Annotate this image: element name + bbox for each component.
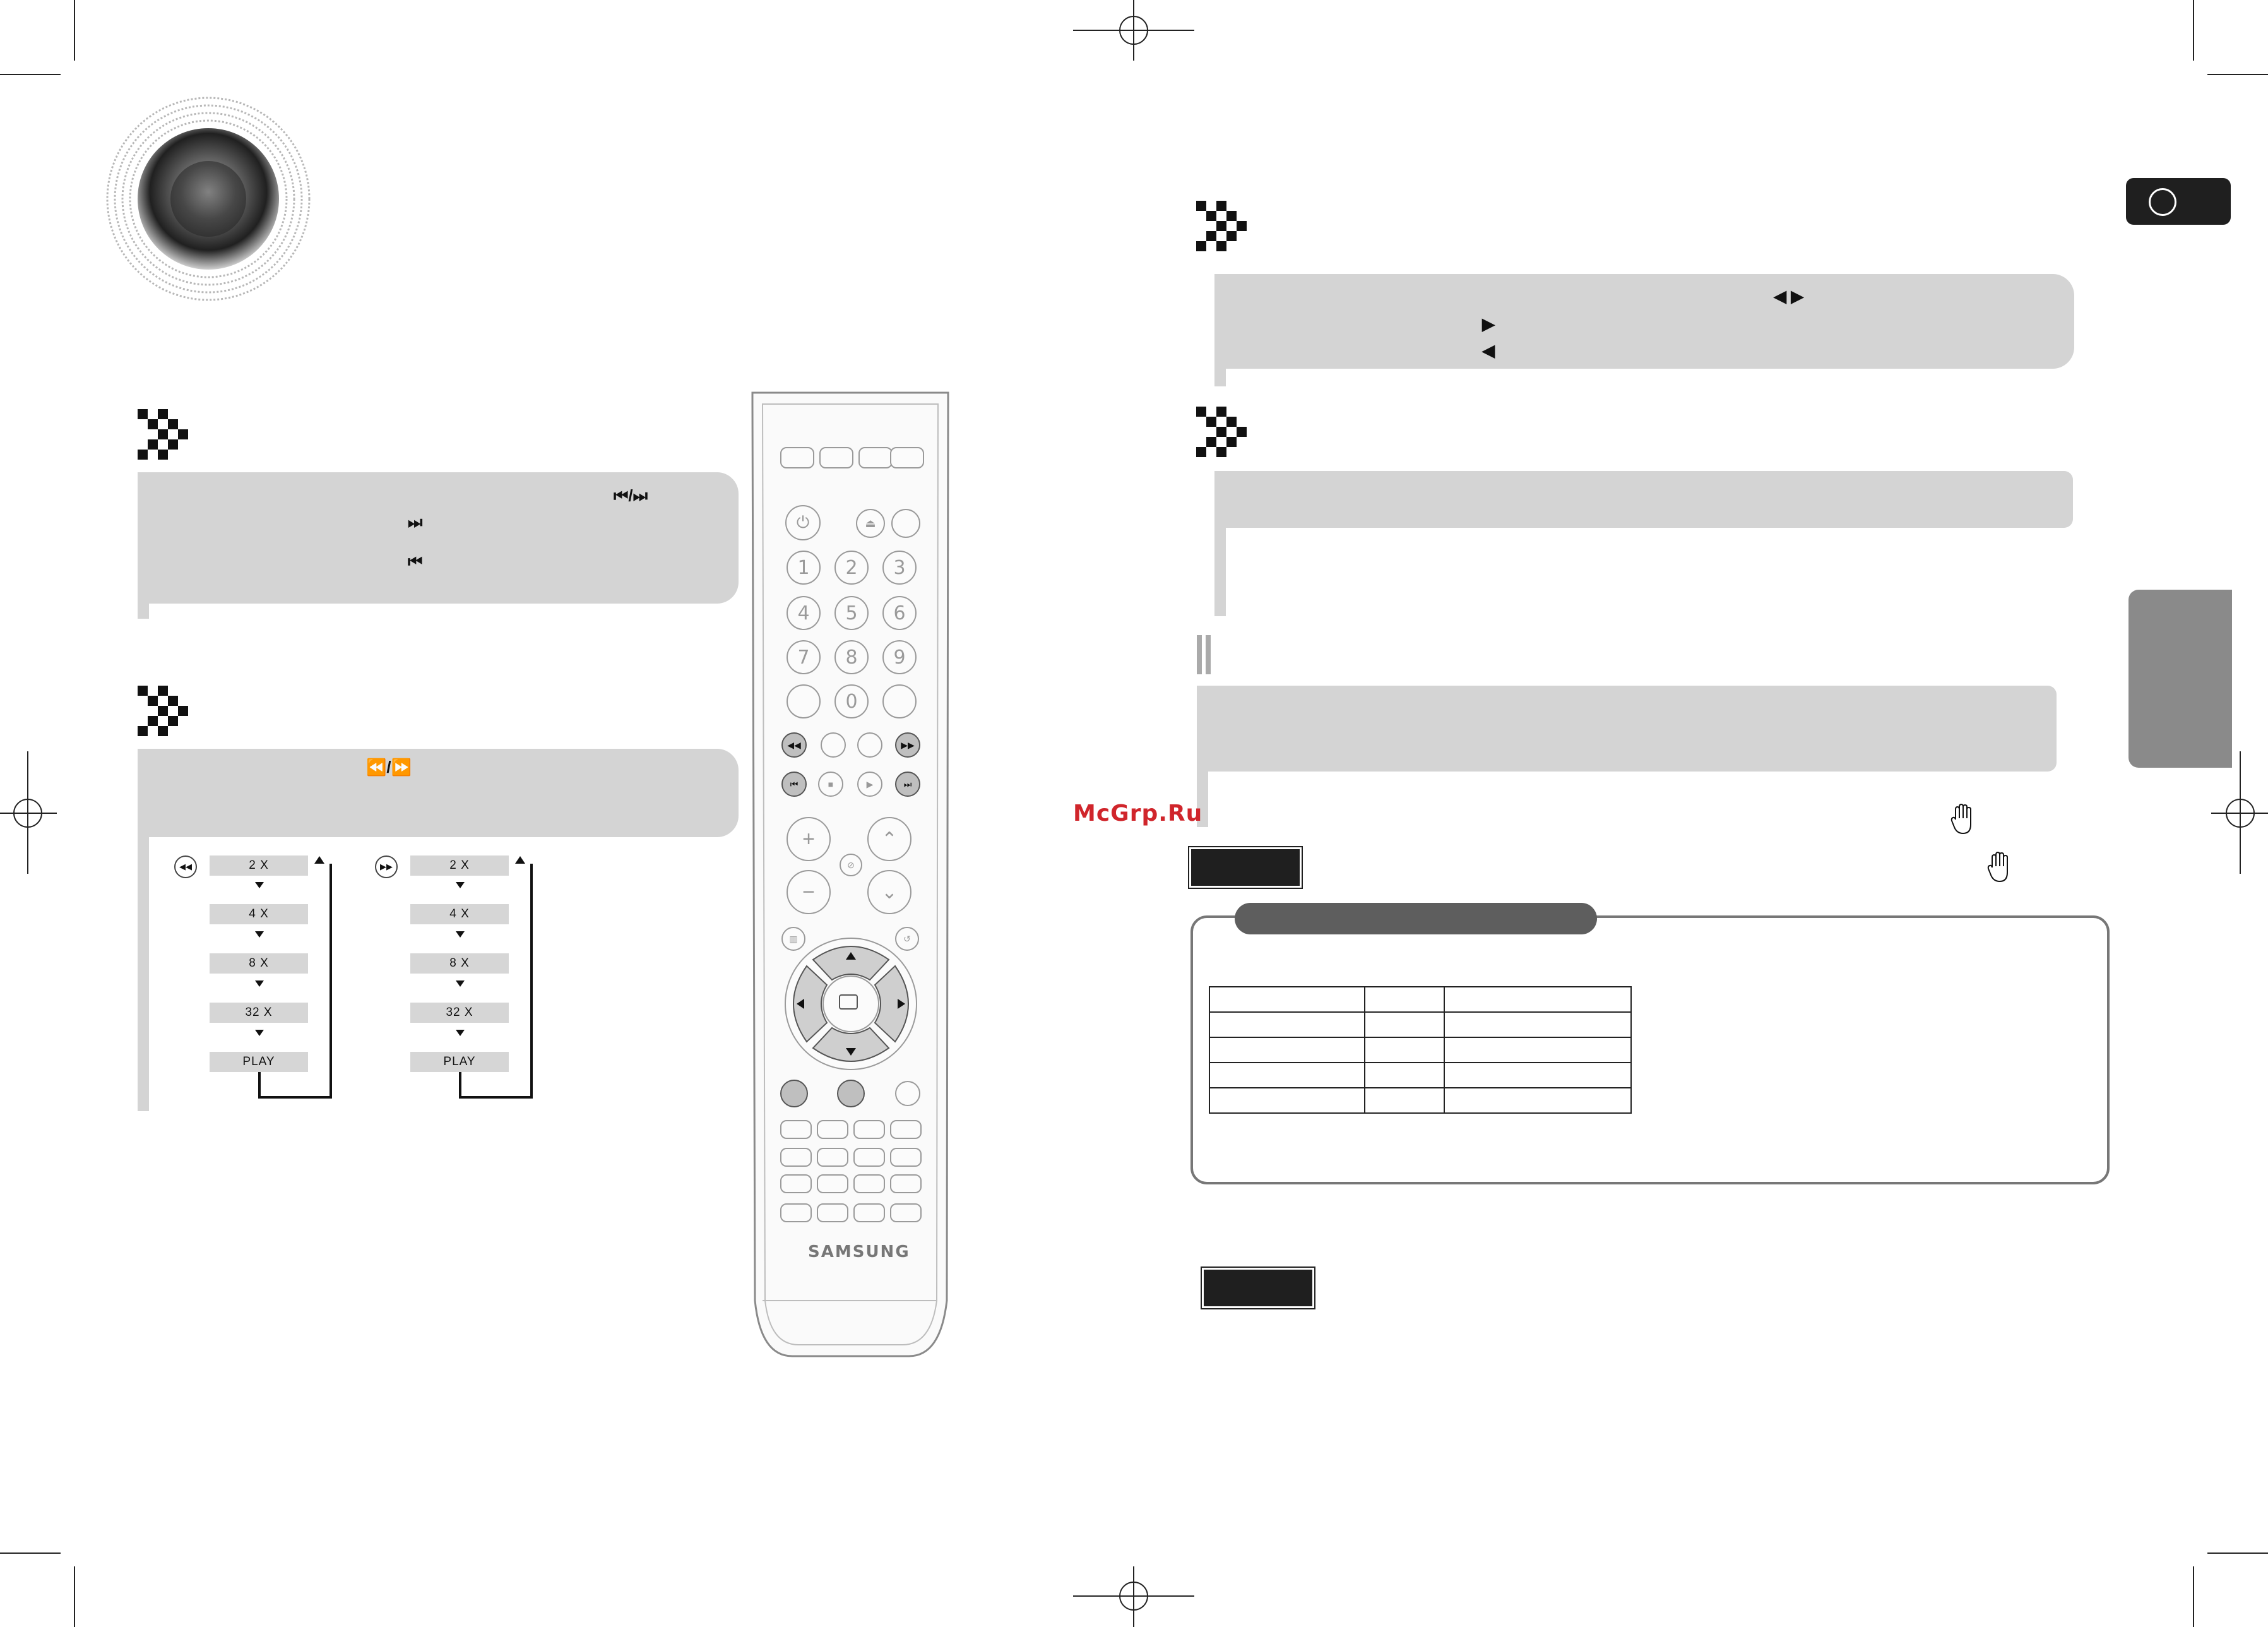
eject-button[interactable]: ⏏ — [856, 509, 885, 538]
skip-pair-icon: ⏮/⏭ — [614, 486, 648, 505]
left-right-arrow-icon: ◀ ▶ — [1774, 287, 1804, 306]
info-table — [1209, 986, 1632, 1114]
reverse-step: 32 X — [210, 1003, 308, 1023]
arrow-instruction-panel — [1214, 274, 2074, 369]
right-arrow-icon: ▶ — [1482, 314, 1495, 333]
remote-small-button[interactable] — [817, 1174, 848, 1193]
number-key-4[interactable]: 4 — [787, 596, 821, 630]
forward-step: 4 X — [410, 904, 509, 924]
remote-top-button[interactable] — [890, 447, 924, 468]
skip-back-button[interactable]: ⏮ — [781, 772, 807, 797]
volume-up-button[interactable]: + — [787, 817, 831, 861]
hand-icon — [1950, 803, 1976, 836]
reverse-step: 8 X — [210, 953, 308, 974]
reverse-search-icon: ◀◀ — [174, 855, 197, 878]
forward-step: PLAY — [410, 1052, 509, 1072]
watermark: McGrp.Ru — [1073, 801, 1203, 826]
search-pair-icon: ⏪/⏩ — [366, 758, 412, 777]
remote-small-button[interactable] — [853, 1203, 885, 1222]
power-button[interactable]: ⏻ — [785, 505, 821, 540]
table-row — [1209, 1012, 1631, 1037]
remote-round-button[interactable] — [891, 509, 920, 538]
remote-small-button[interactable] — [817, 1203, 848, 1222]
forward-step: 2 X — [410, 855, 509, 876]
return-button[interactable]: ↺ — [895, 927, 919, 951]
table-row — [1209, 1088, 1631, 1113]
remote-small-button[interactable] — [780, 1203, 812, 1222]
remote-small-button[interactable] — [853, 1120, 885, 1139]
remote-small-button[interactable] — [890, 1174, 922, 1193]
note-tag — [1202, 1268, 1314, 1308]
forward-step: 8 X — [410, 953, 509, 974]
remote-round-button[interactable] — [787, 684, 821, 718]
skip-forward-button[interactable]: ⏭ — [895, 772, 920, 797]
remote-gray-button[interactable] — [780, 1080, 808, 1107]
remote-small-button[interactable] — [890, 1203, 922, 1222]
remote-small-button[interactable] — [817, 1120, 848, 1139]
reverse-step: 4 X — [210, 904, 308, 924]
remote-small-button[interactable] — [780, 1174, 812, 1193]
chapter-tab — [2128, 590, 2232, 768]
play-button[interactable]: ▶ — [857, 772, 882, 797]
reverse-step: 2 X — [210, 855, 308, 876]
hand-icon — [1987, 851, 2012, 884]
instruction-panel — [1214, 471, 2073, 528]
remote-small-button[interactable] — [853, 1174, 885, 1193]
remote-gray-button[interactable] — [837, 1080, 865, 1107]
remote-small-button[interactable] — [780, 1148, 812, 1167]
left-arrow-icon: ◀ — [1482, 341, 1495, 360]
remote-round-button[interactable] — [857, 732, 882, 758]
pause-icon — [1197, 635, 1202, 674]
volume-down-button[interactable]: − — [787, 870, 831, 914]
number-key-6[interactable]: 6 — [882, 596, 917, 630]
remote-top-button[interactable] — [858, 447, 893, 468]
remote-small-button[interactable] — [853, 1148, 885, 1167]
rewind-button[interactable]: ◀◀ — [781, 732, 807, 758]
number-key-3[interactable]: 3 — [882, 551, 917, 585]
number-key-8[interactable]: 8 — [834, 640, 869, 674]
reverse-step: PLAY — [210, 1052, 308, 1072]
number-key-9[interactable]: 9 — [882, 640, 917, 674]
info-box-header — [1235, 903, 1597, 934]
remote-brand-logo: SAMSUNG — [808, 1243, 910, 1261]
remote-round-button[interactable] — [882, 684, 917, 718]
remote-small-button[interactable] — [890, 1120, 922, 1139]
skip-next-icon: ⏭ — [408, 513, 423, 532]
remote-small-button[interactable] — [890, 1148, 922, 1167]
table-row — [1209, 1037, 1631, 1063]
number-key-7[interactable]: 7 — [787, 640, 821, 674]
pause-instruction-panel — [1197, 686, 2057, 772]
arrow-panel-rule — [1214, 365, 1226, 386]
language-tab — [2126, 178, 2231, 225]
fast-forward-button[interactable]: ▶▶ — [895, 732, 920, 758]
forward-step: 32 X — [410, 1003, 509, 1023]
channel-down-button[interactable]: ⌄ — [867, 870, 911, 914]
remote-round-button[interactable] — [895, 1081, 920, 1106]
table-row — [1209, 1063, 1631, 1088]
channel-up-button[interactable]: ⌃ — [867, 817, 911, 861]
menu-button[interactable]: ▥ — [781, 927, 805, 951]
mute-button[interactable]: ⊘ — [840, 854, 862, 876]
skip-prev-icon: ⏮ — [408, 552, 423, 571]
number-key-5[interactable]: 5 — [834, 596, 869, 630]
number-key-1[interactable]: 1 — [787, 551, 821, 585]
note-tag — [1189, 847, 1302, 888]
remote-top-button[interactable] — [819, 447, 853, 468]
pause-icon-bar — [1206, 635, 1211, 674]
remote-round-button[interactable] — [821, 732, 846, 758]
forward-search-icon: ▶▶ — [375, 855, 398, 878]
panel-rule — [1214, 528, 1226, 616]
remote-small-button[interactable] — [780, 1120, 812, 1139]
number-key-0[interactable]: 0 — [834, 684, 869, 718]
remote-small-button[interactable] — [817, 1148, 848, 1167]
table-row — [1209, 987, 1631, 1012]
number-key-2[interactable]: 2 — [834, 551, 869, 585]
stop-button[interactable]: ■ — [818, 772, 843, 797]
remote-top-button[interactable] — [780, 447, 814, 468]
page-number-circle-icon — [2149, 188, 2176, 216]
